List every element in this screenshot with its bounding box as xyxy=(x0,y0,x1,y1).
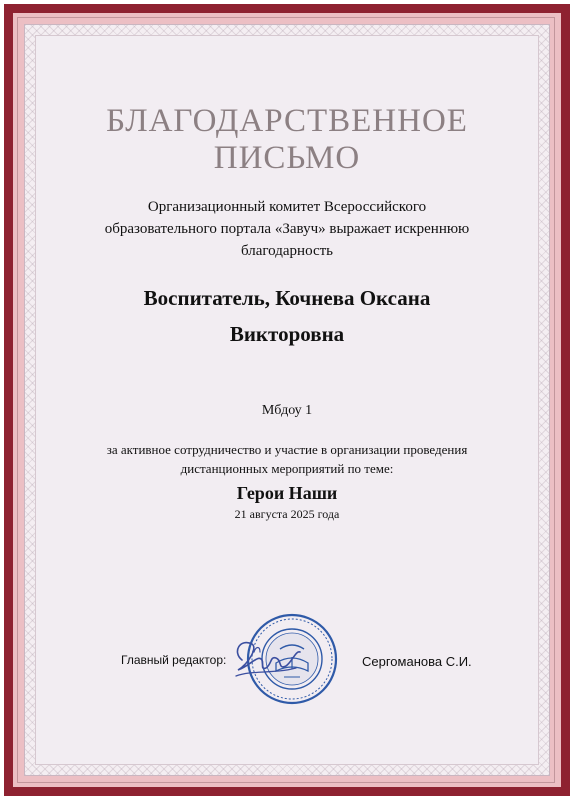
organization: Мбдоу 1 xyxy=(261,403,313,418)
editor-name: Сергоманова С.И. xyxy=(362,654,472,669)
reason-line-2: дистанционных мероприятий по теме: xyxy=(180,461,394,476)
intro-line-1: Организационный комитет Всероссийского xyxy=(147,199,427,215)
intro-line-2: образовательного портала «Завуч» выражает искреннюю xyxy=(104,221,470,237)
title-line-1: БЛАГОДАРСТВЕННОЕ xyxy=(106,103,468,139)
recipient-line-1: Воспитатель, Кочнева Оксана xyxy=(143,286,431,310)
signature-label: Главный редактор: xyxy=(121,653,227,667)
handwritten-signature-icon xyxy=(226,630,306,686)
recipient-line-2: Викторовна xyxy=(229,322,345,346)
title-line-2: ПИСЬМО xyxy=(213,140,361,176)
reason-line-1: за активное сотрудничество и участие в организации проведения xyxy=(106,442,468,457)
issue-date: 21 августа 2025 года xyxy=(234,507,340,521)
event-theme: Герои Наши xyxy=(236,483,338,503)
intro-line-3: благодарность xyxy=(241,243,333,259)
